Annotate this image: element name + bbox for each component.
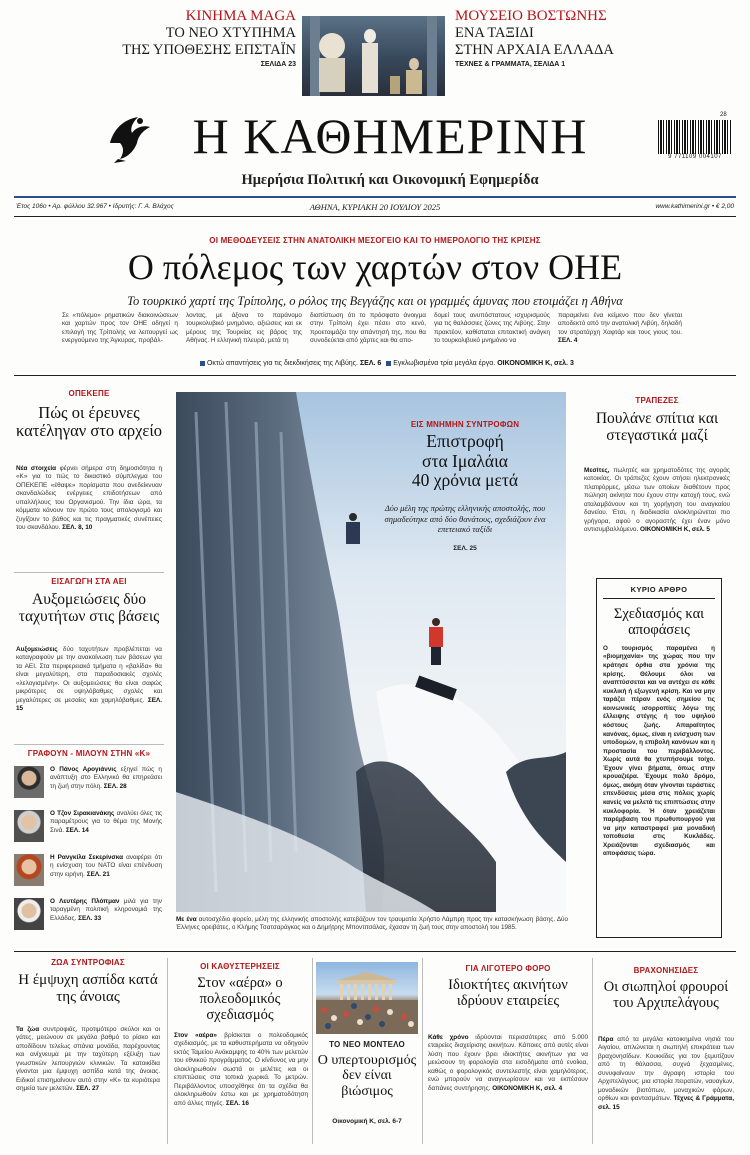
masthead-title: Η ΚΑΘΗΜΕΡΙΝΗ (192, 108, 588, 164)
bottom-col5-lead: Πέρα (598, 1036, 614, 1043)
bottom-col1-lead: Τα ζώα (16, 1026, 40, 1033)
promo-center-image[interactable] (302, 16, 445, 96)
parthenon-icon (316, 962, 418, 1034)
lead-col-5 (558, 312, 682, 346)
lead-headline[interactable]: Ο πόλεμος των χαρτών στον ΟΗΕ (127, 247, 623, 287)
right-story1-ref[interactable]: ΟΙΚΟΝΟΜΙΚΗ Κ, σελ. 5 (640, 526, 710, 534)
bottom-col4-body (428, 1034, 588, 1093)
writer-4-name: Ο Λευτέρης Πλόπμαν (50, 898, 120, 905)
photo-headline-1: Επιστροφή (426, 431, 504, 451)
left-story2-body (16, 646, 162, 714)
lead-col-5-ref[interactable]: ΣΕΛ. 4 (558, 337, 578, 345)
lead-col-1: Σε «πόλεμο» ρηματικών διακοινώσεων και χαρτών προς τον ΟΗΕ οδηγεί η επιλογή της Τρίπολης να λειτουργεί ως ενεργούμενο της Άγκυρας, προβάλ- (62, 312, 178, 345)
avatar (14, 898, 44, 930)
left-story1-body (16, 465, 162, 533)
writer-4-text: μιλά για την ταραγμένη πολιτική κληρονομιά της Ελλάδας. (50, 898, 163, 922)
writer-1-ref[interactable]: ΣΕΛ. 28 (103, 782, 127, 790)
dateline-left: Έτος 106ο • Αρ. φύλλου 32.967 • Ιδρυτής: Γ. Α. Βλάχος (16, 203, 174, 210)
bottom-col2-text: βρίσκεται ο πολεοδομικός σχεδιασμός, με τα καθυστερήματα να οδηγούν εκτός Ταμείου Ανάκαμψης το 40% των μελετών του εθνικού προγράμματος. Ο κίνδυνος να μην ολοκληρωθούν σωστά οι μελέτες και οι επιπτώσεις στα τοπικά χωρικά. Το μετρών. Περιβάλλοντος υποσχέθηκε ότι τα σχέδια θα ολοκληρωθούν έστω και με χρηματοδότηση από άλλες πηγές. (174, 1032, 309, 1107)
lead-links (200, 360, 620, 367)
bottom-col3-kicker: ΤΟ ΝΕΟ ΜΟΝΤΕΛΟ (329, 1040, 405, 1049)
lead-col-3: διαπίστωση ότι το πρόσφατο άνοιγμα στην Τρίπολη έχει πέσει στο κενό, προετοιμάζει την απάντησή της, που θα συνοδεύεται από χάρτες και θα απο- (310, 312, 426, 345)
bottom-col3-headline[interactable]: Ο υπερτουρισμός δεν είναι βιώσιμος (317, 1053, 417, 1099)
photo-headline-3: 40 χρόνια μετά (411, 470, 519, 491)
bottom-col2-lead: Στον «αέρα» (174, 1032, 217, 1039)
barcode-number: 9 771109 004107 (668, 154, 722, 160)
lead-col-2: λοντας, με άξονα το παράνομο τουρκολυβικό μνημόνιο, αξιώσεις και εκ μέρους της Τουρκίας εις βάρος της Αθήνας. Η ελληνική πλευρά, μετά τη (186, 312, 302, 345)
writer-3-text: αναφέρει ότι η ενίσχυση του ΝΑΤΟ είναι επένδυση στην ειρήνη. (50, 854, 162, 878)
bottom-col4-lead: Κάθε χρόνο (428, 1034, 469, 1041)
editorial-body: Ο τουρισμός παραμένει η «βιομηχανία» της χώρας που την κράτησε όρθια στα χρόνια της κρίσης. Θέλουμε όλοι να αναπτύσσεται και να αντέχει σε κάθε κυκλική ή εξωγενή κρίση. Και να μην ταράζει πέραν ενός σημείου τις κοινωνικές ισορροπίες λόγω της έλλειψης στέγης ή του υψηλού κόστους ζωής. Απαραίτητος κανόνας, όμως, είναι η ενίσχυση των υποδομών, η επιβολή κανόνων και η προστασία του περιβάλλοντος. Χωρίς αυτά θα χτυπήσουμε τοίχο. Έχουν γίνει βήματα, όπως στην κρουαζιέρα. Έχουμε πολύ δρόμο, όμως, ακόμη όταν γίνονται τεράστιες επενδύσεις μέσα στις πόλεις χωρίς κανείς να μελετά τις επιπτώσεις στην κυκλοφορία. Ή όταν χρειάζεται παρέμβαση του πρωθυπουργού για να μην καταστραφεί μια μοναδική τοποθεσία στις Κυκλάδες. Χρειάζονται σχεδιασμός και αποφάσεις τώρα. (603, 644, 715, 858)
promo-left-ref: ΣΕΛΙΔΑ 23 (260, 60, 296, 68)
left-story2-kicker: ΕΙΣΑΓΩΓΗ ΣΤΑ ΑΕΙ (51, 577, 127, 586)
bottom-col4-kicker: ΓΙΑ ΛΙΓΟΤΕΡΟ ΦΟΡΟ (465, 964, 551, 973)
bottom-col1-ref[interactable]: ΣΕΛ. 27 (76, 1085, 100, 1093)
barcode (658, 120, 732, 168)
bottom-col1-text: συντροφιάς, προτιμότερο σκύλοι και οι γάτες, μειώνουν σε μεγάλο βαθμό το ρίσκο και αποδίδουν τελείως σπάνια μονάδα, παρέχουντας και ανίχνευμα με την ταχύτερη εξέλιξη των γνωστικών λειτουργιών κλινικών. Τα κατοικίδια γίνονται μια έμψυχη ασπίδα κατά της άνοιας. Ειδικοί επισημαίνουν αυτό στην «Κ» τα κυριότερα σημεία των μελετών. (16, 1026, 161, 1093)
photo-caption (176, 916, 568, 933)
lead-link-2-ref[interactable]: ΟΙΚΟΝΟΜΙΚΗ Κ, σελ. 3 (497, 360, 574, 367)
writer-1-text: εξηγεί πώς η ανάπτυξη στο Ελληνικό θα επηρεάσει τη ζωή στην πόλη. (50, 766, 162, 790)
bottom-col5-headline[interactable]: Οι σιωπηλοί φρουροί του Αρχιπελάγους (603, 979, 729, 1011)
promo-left[interactable] (14, 8, 296, 100)
left-story2-ref[interactable]: ΣΕΛ. 15 (16, 696, 162, 713)
lead-subhead: Το τουρκικό χαρτί της Τρίπολης, ο ρόλος της Βεγγάζης και οι γραμμές άμυνας που ετοιμάζει η Αθήνα (127, 294, 623, 308)
bottom-col1-body (16, 1026, 160, 1094)
writer-item-2[interactable] (14, 808, 164, 848)
writer-2-text: αναλύει όλες τις παραμέτρους για το θέμα της Μονής Σινά. (50, 810, 162, 834)
left-story1-kicker: ΟΠΕΚΕΠΕ (68, 389, 110, 398)
lead-link-1[interactable]: Οκτώ απαντήσεις για τις διεκδικήσεις της Λιβύης. (206, 360, 358, 367)
promo-right-ref: ΤΕΧΝΕΣ & ΓΡΑΜΜΑΤΑ, ΣΕΛΙΔΑ 1 (455, 60, 566, 68)
bullet-icon (200, 361, 205, 366)
bottom-col5-ref[interactable]: Τέχνες & Γράμματα, σελ. 15 (598, 1095, 735, 1111)
bottom-col2-ref[interactable]: ΣΕΛ. 16 (225, 1099, 249, 1107)
promo-right-line1: ΕΝΑ ΤΑΞΙΔΙ (455, 25, 534, 42)
bottom-col2-kicker: ΟΙ ΚΑΘΥΣΤΕΡΗΣΕΙΣ (200, 962, 280, 971)
left-story2-headline[interactable]: Αυξομειώσεις δύο ταχυτήτων στις βάσεις (18, 591, 160, 626)
right-story1-text: πωλητές και χρηματοδότες της αγοράς κατοικίας. Οι τράπεζες έχουν στήσει ηλεκτρονικές πλατφόρμες, μέσω των οποίων διαθέτουν προς πώληση ακίνητα που έχουν στην κατοχή τους, ενώ αταλαμβάνουν και τη χορήγηση του αναγκαίου δανείου. Έτσι, η διαδικασία ολοκληρώνεται πιο γρήγορα, αφού ο αγοραστής έχει έναν μόνο αντισυμβαλλόμενο. (584, 467, 730, 534)
bottom-col4-ref[interactable]: ΟΙΚΟΝΟΜΙΚΗ Κ, σελ. 4 (492, 1084, 563, 1092)
photo-deck: Δύο μέλη της πρώτης ελληνικής αποστολής, που σημαδεύτηκε από δύο θανάτους, σχεδιάζουν ένα επετειακό ταξίδι (384, 503, 546, 535)
avatar (14, 766, 44, 798)
right-story1-kicker: ΤΡΑΠΕΖΕΣ (635, 396, 679, 405)
lead-col-4: δομεί τους ανυπόστατους ισχυρισμούς για τις θαλάσσιες ζώνες της Λιβύης. Στην πρακτέον, καθίσταται επιτακτική ανάγκη το τουρκολιβυκό μνημόνιο να (434, 312, 550, 345)
promo-right-title: ΜΟΥΣΕΙΟ ΒΟΣΤΩΝΗΣ (455, 8, 607, 24)
left-story1-text: φέρνει σήμερα στη δημοσιότητα η «Κ» για το πώς το δικαστικό σύμπλεγμα του ΟΠΕΚΕΠΕ «έθαψε» πορίσματα που ανεδείκνυαν σκανδαλώδεις ενέργειες επιδοτήσεων από υπαλλήλους του Οργανισμού. Την ίδια ώρα, τα κόμματα κάνουν τον πρώτο τους απολογισμό και ζυγίζουν το βάθος και τις πραγματικές συνέπειες του σκανδάλου. (16, 465, 163, 532)
lead-link-2[interactable]: Εγκλωβισμένα τρία μεγάλα έργα. (393, 360, 496, 367)
bottom-col5-text: από τα μεγάλα κατοικημένα νησιά του Αιγαίου, απλώνεται η σιωπηλή επικράτεια των βραχονησίδων. Κουκκίδες για τον ξεμυτίζουν από τη θάλασσα, συχνά ξεχασμένες, συνυφαίνουν την άγραφη ιστορία του Αρχιπελάγους: μια ιστορία πειρατών, ναυαγίων, μοναδικών βιοτόπων, μοναχικών φάρων, ορθίων και φαντασμάτων. (598, 1036, 734, 1103)
lead-link-1-ref[interactable]: ΣΕΛ. 6 (359, 360, 382, 367)
masthead-subtitle: Ημερήσια Πολιτική και Οικονομική Εφημερίδα (241, 172, 539, 188)
editorial-box (596, 578, 722, 938)
avatar (14, 810, 44, 842)
writers-kicker: ΓΡΑΦΟΥΝ - ΜΙΛΟΥΝ ΣΤΗΝ «Κ» (27, 749, 151, 758)
bottom-col4-text: ιδρύονται περισσότερες από 5.000 εταιρείες διαχείρισης ακινήτων. Κάποιες από αυτές είναι λύση που έχουν βρει ιδιοκτήτες ακινήτων για να μειώσουν τη φορολογία στα εισοδήματα από ενοίκια, καθώς ο φορολογικός συντελεστής είναι χαμηλότερος, ενώ μπορούν να αναγνωρίσουν και να εκπέσουν δαπάνες συντήρησης. (428, 1034, 589, 1092)
photo-kicker: ΕΙΣ ΜΝΗΜΗΝ ΣΥΝΤΡΟΦΩΝ (410, 420, 520, 429)
promo-left-line2: ΤΗΣ ΥΠΟΘΕΣΗΣ ΕΠΣΤΑΪΝ (122, 41, 296, 58)
acropolis-crowd-image[interactable] (316, 962, 418, 1034)
photo-caption-lead: Με ένα (176, 916, 197, 923)
bottom-col1-headline[interactable]: Η έμψυχη ασπίδα κατά της άνοιας (18, 972, 158, 1005)
writer-item-4[interactable] (14, 896, 164, 938)
bottom-col5-kicker: ΒΡΑΧΟΝΗΣΙΔΕΣ (633, 966, 699, 975)
left-story2-text: δύο ταχυτήτων προβλέπεται να καταγραφούν με την ανακοίνωση των βάσεων για τα ΑΕΙ. Στα περιφερειακά τμήματα η «βαλίδα» θα είναι μεγαλύτερη, στα παραδοσιακές σχολές «λελογισμένη». Οι αυξομειώσεις θα είναι σαφώς μικρότερες σε υψηλόβαθμες σχολές και μεγαλύτερες σε μεσαίες και χαμηλόβαθμες. (16, 646, 162, 704)
statues-image (302, 16, 445, 96)
promo-right[interactable] (455, 8, 745, 100)
writer-4-ref[interactable]: ΣΕΛ. 33 (78, 914, 102, 922)
bottom-col2-body (174, 1032, 308, 1108)
bottom-col5-body (598, 1036, 734, 1112)
editorial-kicker: ΚΥΡΙΟ ΑΡΘΡΟ (603, 585, 715, 599)
promo-left-line1: ΤΟ ΝΕΟ ΧΤΥΠΗΜΑ (165, 25, 296, 42)
promo-left-title: ΚΙΝΗΜΑ MAGA (185, 8, 296, 24)
editorial-headline[interactable]: Σχεδιασμός και αποφάσεις (613, 606, 705, 638)
barcode-issue: 28 (720, 112, 727, 118)
right-story1-lead: Μεσίτες, (584, 467, 610, 474)
writer-2-ref[interactable]: ΣΕΛ. 14 (65, 826, 89, 834)
writer-2-name: Ο Τζον Σιρακιανάκης (50, 810, 115, 817)
left-story1-ref[interactable]: ΣΕΛ. 8, 10 (62, 524, 93, 532)
writer-item-1[interactable] (14, 764, 164, 804)
writer-3-ref[interactable]: ΣΕΛ. 21 (86, 870, 110, 878)
dateline-right: www.kathimerini.gr • € 2,00 (655, 203, 734, 210)
writer-item-3[interactable] (14, 852, 164, 892)
left-story2-lead: Αυξομειώσεις (16, 646, 58, 653)
avatar (14, 854, 44, 886)
right-story1-headline[interactable]: Πουλάνε σπίτια και στεγαστικά μαζί (595, 410, 719, 445)
bottom-col2-headline[interactable]: Στον «αέρα» ο πολεοδομικός σχεδιασμός (197, 975, 283, 1023)
photo-headline-2: στα Ιμαλάια (422, 450, 508, 471)
right-story1-body (584, 467, 730, 535)
photo-ref[interactable]: ΣΕΛ. 25 (453, 545, 477, 552)
left-story1-headline[interactable]: Πώς οι έρευνες κατέληγαν στο αρχείο (15, 403, 163, 441)
eagle-logo-icon (104, 113, 154, 165)
promo-right-line2: ΣΤΗΝ ΑΡΧΑΙΑ ΕΛΛΑΔΑ (455, 41, 614, 58)
bullet-icon (386, 361, 391, 366)
bottom-col1-kicker: ΖΩΑ ΣΥΝΤΡΟΦΙΑΣ (51, 958, 125, 967)
left-story1-lead: Νέα στοιχεία (16, 465, 57, 472)
bottom-col4-headline[interactable]: Ιδιοκτήτες ακινήτων ιδρύουν εταιρείες (448, 977, 568, 1009)
lead-kicker: ΟΙ ΜΕΘΟΔΕΥΣΕΙΣ ΣΤΗΝ ΑΝΑΤΟΛΙΚΗ ΜΕΣΟΓΕΙΟ ΚΑΙ ΤΟ ΗΜΕΡΟΛΟΓΙΟ ΤΗΣ ΚΡΙΣΗΣ (209, 236, 541, 245)
photo-headline[interactable] (380, 432, 550, 491)
writer-1-name: Ο Πάνος Αρογιάννις (50, 766, 117, 773)
photo-caption-text: αυτοσχέδιο φορείο, μέλη της ελληνικής αποστολής κατεβάζουν τον τραυματία Χρήστο Λάμπρη προς την κατασκήνωση βάσης. Δύο Έλληνες ορειβάτες, ο Κλήμης Τσατσαράγκος και ο Δημήτρης Μποντιτσάλας, έχασαν τη ζωή τους στην αποστολή του 1985. (176, 916, 568, 932)
writer-3-name: Η Ρανγκίλα Σεκερίνσκα (50, 854, 124, 861)
bottom-col3-ref[interactable]: Οικονομική Κ, σελ. 6-7 (332, 1118, 402, 1125)
lead-col-5-text: παραμείνει ένα κείμενο που δεν γίνεται αποδεκτό από την ανατολική Λιβύη, δηλαδή τον στρατάρχη Χαφτάρ και τους γιους του. (558, 312, 682, 336)
dateline-center: ΑΘΗΝΑ, ΚΥΡΙΑΚΗ 20 ΙΟΥΛΙΟΥ 2025 (309, 202, 441, 212)
